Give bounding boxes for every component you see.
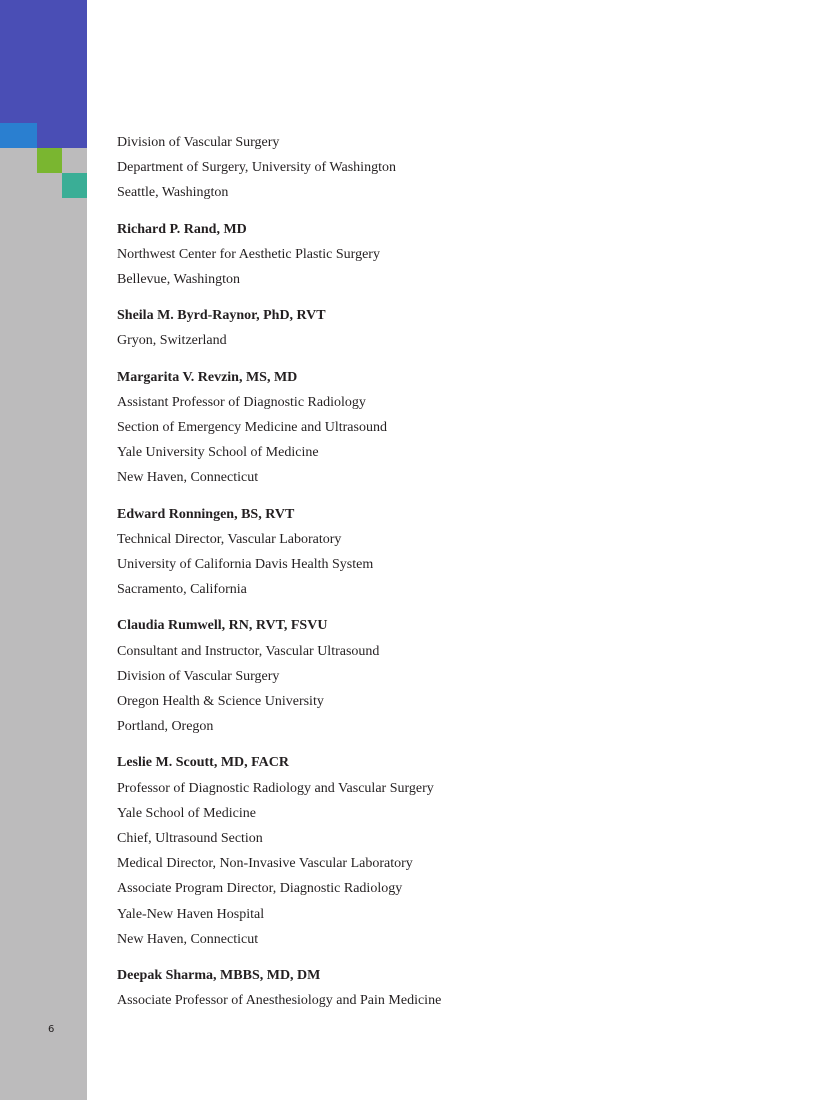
contributor-name: Deepak Sharma, MBBS, MD, DM bbox=[117, 968, 321, 984]
contributor-name: Leslie M. Scoutt, MD, FACR bbox=[117, 755, 289, 771]
affiliation-line: Yale-New Haven Hospital bbox=[117, 906, 265, 922]
affiliation-line: Associate Program Director, Diagnostic Radiology bbox=[117, 881, 403, 897]
affiliation-line: Technical Director, Vascular Laboratory bbox=[117, 531, 342, 547]
contributor-entry bbox=[117, 130, 777, 206]
affiliation-line: Yale University School of Medicine bbox=[117, 445, 319, 461]
contributor-name: Margarita V. Revzin, MS, MD bbox=[117, 369, 298, 385]
affiliation-line: Gryon, Switzerland bbox=[117, 333, 227, 349]
affiliation-line: Portland, Oregon bbox=[117, 719, 214, 735]
decorative-block-green bbox=[37, 148, 62, 173]
affiliation-line: Consultant and Instructor, Vascular Ultrasound bbox=[117, 643, 380, 659]
contributor-list bbox=[117, 130, 777, 1025]
affiliation-line: Northwest Center for Aesthetic Plastic Surgery bbox=[117, 246, 380, 262]
contributor-entry bbox=[117, 303, 777, 353]
decorative-block-blue bbox=[0, 123, 37, 148]
contributor-entry bbox=[117, 750, 777, 952]
affiliation-line: New Haven, Connecticut bbox=[117, 931, 259, 947]
affiliation-line: Medical Director, Non-Invasive Vascular Laboratory bbox=[117, 856, 413, 872]
contributor-name: Claudia Rumwell, RN, RVT, FSVU bbox=[117, 618, 328, 634]
contributor-entry bbox=[117, 963, 777, 1013]
affiliation-line: Associate Professor of Anesthesiology and Pain Medicine bbox=[117, 993, 442, 1009]
affiliation-line: Chief, Ultrasound Section bbox=[117, 831, 263, 847]
contributor-name: Richard P. Rand, MD bbox=[117, 221, 247, 237]
contributor-entry bbox=[117, 217, 777, 293]
affiliation-line: Professor of Diagnostic Radiology and Vascular Surgery bbox=[117, 780, 434, 796]
decorative-block-teal bbox=[62, 173, 87, 198]
contributor-name: Sheila M. Byrd-Raynor, PhD, RVT bbox=[117, 308, 326, 324]
contributor-entry bbox=[117, 502, 777, 603]
affiliation-line: Oregon Health & Science University bbox=[117, 694, 324, 710]
affiliation-line: Bellevue, Washington bbox=[117, 272, 241, 288]
affiliation-line: University of California Davis Health System bbox=[117, 557, 374, 573]
affiliation-line: Division of Vascular Surgery bbox=[117, 668, 280, 684]
affiliation-line: Yale School of Medicine bbox=[117, 805, 256, 821]
affiliation-line: Seattle, Washington bbox=[117, 185, 229, 201]
contributor-name: Edward Ronningen, BS, RVT bbox=[117, 506, 295, 522]
page-number: 6 bbox=[48, 1024, 55, 1035]
contributor-entry bbox=[117, 365, 777, 491]
affiliation-line: Section of Emergency Medicine and Ultrasound bbox=[117, 420, 387, 436]
affiliation-line: Department of Surgery, University of Washington bbox=[117, 160, 396, 176]
contributor-entry bbox=[117, 613, 777, 739]
affiliation-line: Division of Vascular Surgery bbox=[117, 135, 280, 150]
affiliation-line: New Haven, Connecticut bbox=[117, 470, 259, 486]
affiliation-line: Sacramento, California bbox=[117, 582, 247, 598]
affiliation-line: Assistant Professor of Diagnostic Radiology bbox=[117, 394, 366, 410]
